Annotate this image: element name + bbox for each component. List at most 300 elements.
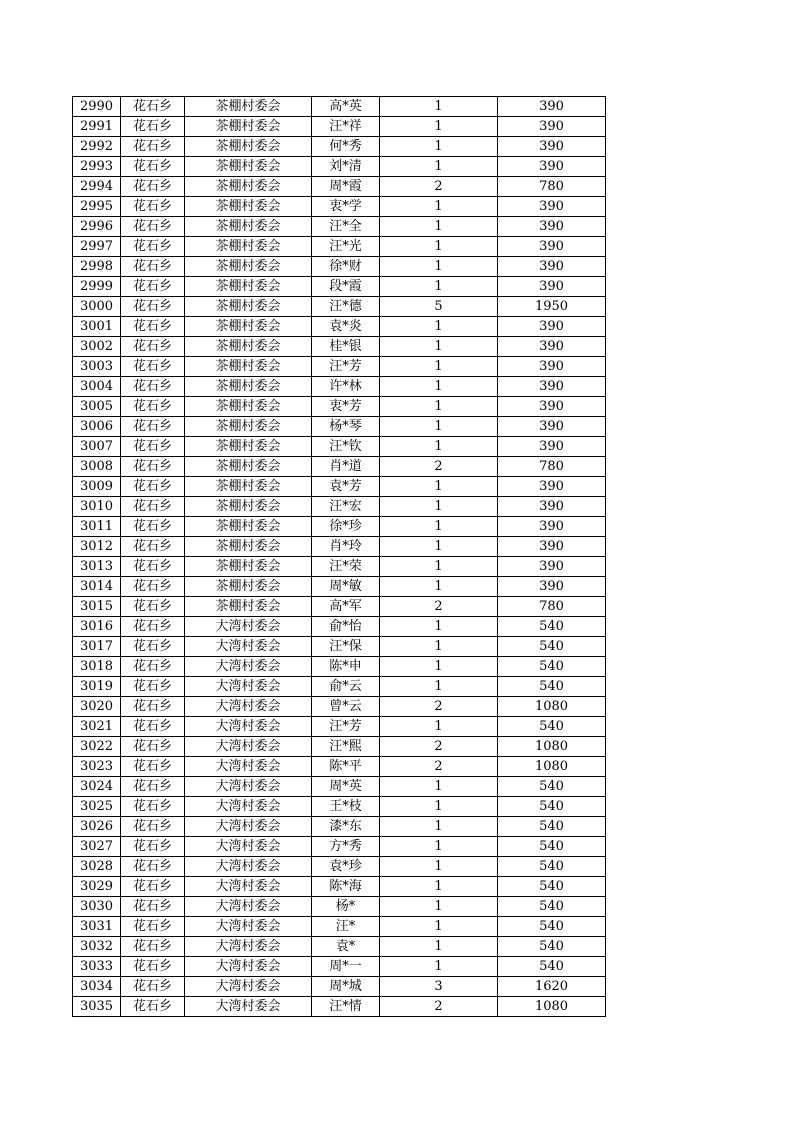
name-cell: 汪*德 <box>312 297 380 317</box>
count-cell: 1 <box>380 837 498 857</box>
row-number-cell: 3014 <box>73 577 121 597</box>
row-number-cell: 3006 <box>73 417 121 437</box>
amount-cell: 540 <box>498 797 606 817</box>
data-table <box>72 96 606 1017</box>
village-cell: 茶棚村委会 <box>185 457 312 477</box>
table-body <box>73 97 606 1017</box>
row-number-cell: 3026 <box>73 817 121 837</box>
table-row <box>73 697 606 717</box>
table-row <box>73 197 606 217</box>
amount-cell: 1950 <box>498 297 606 317</box>
count-cell: 1 <box>380 557 498 577</box>
row-number-cell: 2999 <box>73 277 121 297</box>
table-row <box>73 637 606 657</box>
row-number-cell: 2992 <box>73 137 121 157</box>
township-cell: 花石乡 <box>121 377 185 397</box>
count-cell: 1 <box>380 657 498 677</box>
village-cell: 茶棚村委会 <box>185 417 312 437</box>
village-cell: 茶棚村委会 <box>185 117 312 137</box>
township-cell: 花石乡 <box>121 597 185 617</box>
township-cell: 花石乡 <box>121 897 185 917</box>
village-cell: 茶棚村委会 <box>185 317 312 337</box>
table-row <box>73 997 606 1017</box>
amount-cell: 540 <box>498 837 606 857</box>
township-cell: 花石乡 <box>121 297 185 317</box>
township-cell: 花石乡 <box>121 417 185 437</box>
row-number-cell: 3033 <box>73 957 121 977</box>
name-cell: 汪*芳 <box>312 717 380 737</box>
township-cell: 花石乡 <box>121 877 185 897</box>
count-cell: 1 <box>380 157 498 177</box>
table-row <box>73 497 606 517</box>
row-number-cell: 3019 <box>73 677 121 697</box>
township-cell: 花石乡 <box>121 317 185 337</box>
village-cell: 大湾村委会 <box>185 857 312 877</box>
row-number-cell: 3004 <box>73 377 121 397</box>
amount-cell: 390 <box>498 217 606 237</box>
amount-cell: 390 <box>498 237 606 257</box>
row-number-cell: 3009 <box>73 477 121 497</box>
amount-cell: 540 <box>498 937 606 957</box>
table-row <box>73 857 606 877</box>
row-number-cell: 3016 <box>73 617 121 637</box>
township-cell: 花石乡 <box>121 617 185 637</box>
row-number-cell: 3013 <box>73 557 121 577</box>
amount-cell: 540 <box>498 897 606 917</box>
table-row <box>73 617 606 637</box>
row-number-cell: 3018 <box>73 657 121 677</box>
amount-cell: 1080 <box>498 757 606 777</box>
village-cell: 大湾村委会 <box>185 817 312 837</box>
name-cell: 桂*银 <box>312 337 380 357</box>
amount-cell: 780 <box>498 177 606 197</box>
amount-cell: 540 <box>498 777 606 797</box>
amount-cell: 390 <box>498 357 606 377</box>
village-cell: 茶棚村委会 <box>185 237 312 257</box>
amount-cell: 390 <box>498 437 606 457</box>
row-number-cell: 3007 <box>73 437 121 457</box>
count-cell: 2 <box>380 997 498 1017</box>
township-cell: 花石乡 <box>121 657 185 677</box>
amount-cell: 390 <box>498 277 606 297</box>
township-cell: 花石乡 <box>121 497 185 517</box>
count-cell: 1 <box>380 497 498 517</box>
count-cell: 1 <box>380 857 498 877</box>
village-cell: 茶棚村委会 <box>185 197 312 217</box>
table-row <box>73 717 606 737</box>
township-cell: 花石乡 <box>121 337 185 357</box>
township-cell: 花石乡 <box>121 437 185 457</box>
table-row <box>73 877 606 897</box>
amount-cell: 390 <box>498 157 606 177</box>
table-row <box>73 237 606 257</box>
count-cell: 1 <box>380 637 498 657</box>
name-cell: 王*枝 <box>312 797 380 817</box>
count-cell: 1 <box>380 717 498 737</box>
table-row <box>73 657 606 677</box>
row-number-cell: 3035 <box>73 997 121 1017</box>
table-row <box>73 817 606 837</box>
row-number-cell: 3031 <box>73 917 121 937</box>
township-cell: 花石乡 <box>121 457 185 477</box>
row-number-cell: 3005 <box>73 397 121 417</box>
amount-cell: 540 <box>498 637 606 657</box>
row-number-cell: 3030 <box>73 897 121 917</box>
table-row <box>73 297 606 317</box>
table-row <box>73 477 606 497</box>
village-cell: 大湾村委会 <box>185 877 312 897</box>
count-cell: 1 <box>380 137 498 157</box>
amount-cell: 540 <box>498 657 606 677</box>
count-cell: 2 <box>380 757 498 777</box>
village-cell: 大湾村委会 <box>185 617 312 637</box>
village-cell: 茶棚村委会 <box>185 437 312 457</box>
village-cell: 茶棚村委会 <box>185 297 312 317</box>
row-number-cell: 2995 <box>73 197 121 217</box>
row-number-cell: 2998 <box>73 257 121 277</box>
row-number-cell: 2997 <box>73 237 121 257</box>
name-cell: 袁*芳 <box>312 477 380 497</box>
name-cell: 刘*清 <box>312 157 380 177</box>
name-cell: 高*军 <box>312 597 380 617</box>
township-cell: 花石乡 <box>121 837 185 857</box>
table-row <box>73 917 606 937</box>
name-cell: 衷*芳 <box>312 397 380 417</box>
township-cell: 花石乡 <box>121 137 185 157</box>
count-cell: 1 <box>380 817 498 837</box>
village-cell: 茶棚村委会 <box>185 177 312 197</box>
township-cell: 花石乡 <box>121 817 185 837</box>
name-cell: 许*林 <box>312 377 380 397</box>
township-cell: 花石乡 <box>121 957 185 977</box>
table-row <box>73 517 606 537</box>
amount-cell: 780 <box>498 457 606 477</box>
name-cell: 周*一 <box>312 957 380 977</box>
table-row <box>73 557 606 577</box>
row-number-cell: 3012 <box>73 537 121 557</box>
name-cell: 周*霞 <box>312 177 380 197</box>
township-cell: 花石乡 <box>121 97 185 117</box>
village-cell: 大湾村委会 <box>185 797 312 817</box>
count-cell: 1 <box>380 937 498 957</box>
township-cell: 花石乡 <box>121 737 185 757</box>
count-cell: 1 <box>380 377 498 397</box>
name-cell: 曾*云 <box>312 697 380 717</box>
township-cell: 花石乡 <box>121 937 185 957</box>
table-row <box>73 217 606 237</box>
count-cell: 1 <box>380 317 498 337</box>
village-cell: 茶棚村委会 <box>185 157 312 177</box>
row-number-cell: 3008 <box>73 457 121 477</box>
row-number-cell: 3003 <box>73 357 121 377</box>
village-cell: 茶棚村委会 <box>185 277 312 297</box>
name-cell: 肖*玲 <box>312 537 380 557</box>
row-number-cell: 3002 <box>73 337 121 357</box>
township-cell: 花石乡 <box>121 717 185 737</box>
township-cell: 花石乡 <box>121 197 185 217</box>
table-row <box>73 897 606 917</box>
count-cell: 1 <box>380 397 498 417</box>
village-cell: 大湾村委会 <box>185 697 312 717</box>
name-cell: 汪*荣 <box>312 557 380 577</box>
count-cell: 1 <box>380 197 498 217</box>
table-row <box>73 337 606 357</box>
township-cell: 花石乡 <box>121 697 185 717</box>
amount-cell: 540 <box>498 857 606 877</box>
township-cell: 花石乡 <box>121 997 185 1017</box>
row-number-cell: 3032 <box>73 937 121 957</box>
name-cell: 汪*芳 <box>312 357 380 377</box>
amount-cell: 540 <box>498 677 606 697</box>
village-cell: 茶棚村委会 <box>185 137 312 157</box>
township-cell: 花石乡 <box>121 777 185 797</box>
table-row <box>73 777 606 797</box>
table-row <box>73 157 606 177</box>
village-cell: 大湾村委会 <box>185 657 312 677</box>
table-row <box>73 317 606 337</box>
village-cell: 茶棚村委会 <box>185 557 312 577</box>
amount-cell: 390 <box>498 557 606 577</box>
amount-cell: 1080 <box>498 997 606 1017</box>
count-cell: 1 <box>380 257 498 277</box>
amount-cell: 540 <box>498 957 606 977</box>
name-cell: 杨* <box>312 897 380 917</box>
amount-cell: 390 <box>498 337 606 357</box>
row-number-cell: 3021 <box>73 717 121 737</box>
amount-cell: 1080 <box>498 737 606 757</box>
table-row <box>73 977 606 997</box>
table-row <box>73 937 606 957</box>
village-cell: 大湾村委会 <box>185 777 312 797</box>
township-cell: 花石乡 <box>121 637 185 657</box>
amount-cell: 390 <box>498 377 606 397</box>
name-cell: 周*英 <box>312 777 380 797</box>
row-number-cell: 3034 <box>73 977 121 997</box>
village-cell: 大湾村委会 <box>185 977 312 997</box>
row-number-cell: 3015 <box>73 597 121 617</box>
amount-cell: 540 <box>498 877 606 897</box>
row-number-cell: 3022 <box>73 737 121 757</box>
table-row <box>73 277 606 297</box>
name-cell: 徐*珍 <box>312 517 380 537</box>
name-cell: 汪*宏 <box>312 497 380 517</box>
table-row <box>73 757 606 777</box>
row-number-cell: 3028 <box>73 857 121 877</box>
amount-cell: 540 <box>498 717 606 737</box>
amount-cell: 390 <box>498 317 606 337</box>
count-cell: 1 <box>380 97 498 117</box>
township-cell: 花石乡 <box>121 977 185 997</box>
village-cell: 茶棚村委会 <box>185 257 312 277</box>
village-cell: 茶棚村委会 <box>185 377 312 397</box>
amount-cell: 390 <box>498 417 606 437</box>
village-cell: 大湾村委会 <box>185 737 312 757</box>
count-cell: 1 <box>380 277 498 297</box>
name-cell: 汪*保 <box>312 637 380 657</box>
amount-cell: 780 <box>498 597 606 617</box>
table-row <box>73 117 606 137</box>
township-cell: 花石乡 <box>121 217 185 237</box>
village-cell: 茶棚村委会 <box>185 97 312 117</box>
row-number-cell: 2991 <box>73 117 121 137</box>
village-cell: 大湾村委会 <box>185 637 312 657</box>
row-number-cell: 3017 <box>73 637 121 657</box>
name-cell: 陈*平 <box>312 757 380 777</box>
township-cell: 花石乡 <box>121 117 185 137</box>
village-cell: 大湾村委会 <box>185 997 312 1017</box>
township-cell: 花石乡 <box>121 237 185 257</box>
table-row <box>73 177 606 197</box>
table-row <box>73 357 606 377</box>
count-cell: 1 <box>380 437 498 457</box>
row-number-cell: 3000 <box>73 297 121 317</box>
table-row <box>73 677 606 697</box>
count-cell: 1 <box>380 217 498 237</box>
count-cell: 2 <box>380 597 498 617</box>
name-cell: 汪*情 <box>312 997 380 1017</box>
amount-cell: 390 <box>498 197 606 217</box>
township-cell: 花石乡 <box>121 517 185 537</box>
count-cell: 1 <box>380 537 498 557</box>
row-number-cell: 3001 <box>73 317 121 337</box>
name-cell: 陈*海 <box>312 877 380 897</box>
amount-cell: 390 <box>498 257 606 277</box>
row-number-cell: 2994 <box>73 177 121 197</box>
row-number-cell: 2993 <box>73 157 121 177</box>
village-cell: 大湾村委会 <box>185 937 312 957</box>
row-number-cell: 3011 <box>73 517 121 537</box>
name-cell: 肖*道 <box>312 457 380 477</box>
amount-cell: 390 <box>498 97 606 117</box>
table-row <box>73 137 606 157</box>
count-cell: 1 <box>380 117 498 137</box>
village-cell: 茶棚村委会 <box>185 497 312 517</box>
township-cell: 花石乡 <box>121 797 185 817</box>
township-cell: 花石乡 <box>121 857 185 877</box>
amount-cell: 390 <box>498 137 606 157</box>
row-number-cell: 3025 <box>73 797 121 817</box>
count-cell: 2 <box>380 177 498 197</box>
count-cell: 1 <box>380 477 498 497</box>
count-cell: 1 <box>380 777 498 797</box>
village-cell: 大湾村委会 <box>185 917 312 937</box>
village-cell: 大湾村委会 <box>185 897 312 917</box>
count-cell: 2 <box>380 457 498 477</box>
table-row <box>73 397 606 417</box>
township-cell: 花石乡 <box>121 917 185 937</box>
amount-cell: 390 <box>498 477 606 497</box>
table-row <box>73 257 606 277</box>
row-number-cell: 3020 <box>73 697 121 717</box>
village-cell: 茶棚村委会 <box>185 517 312 537</box>
count-cell: 1 <box>380 957 498 977</box>
table-row <box>73 597 606 617</box>
name-cell: 段*霞 <box>312 277 380 297</box>
name-cell: 汪* <box>312 917 380 937</box>
name-cell: 袁* <box>312 937 380 957</box>
village-cell: 茶棚村委会 <box>185 357 312 377</box>
count-cell: 1 <box>380 617 498 637</box>
village-cell: 茶棚村委会 <box>185 577 312 597</box>
township-cell: 花石乡 <box>121 477 185 497</box>
row-number-cell: 3023 <box>73 757 121 777</box>
township-cell: 花石乡 <box>121 157 185 177</box>
township-cell: 花石乡 <box>121 177 185 197</box>
table-row <box>73 797 606 817</box>
amount-cell: 390 <box>498 397 606 417</box>
name-cell: 汪*钦 <box>312 437 380 457</box>
amount-cell: 390 <box>498 117 606 137</box>
count-cell: 2 <box>380 737 498 757</box>
village-cell: 大湾村委会 <box>185 957 312 977</box>
village-cell: 大湾村委会 <box>185 837 312 857</box>
village-cell: 茶棚村委会 <box>185 217 312 237</box>
village-cell: 茶棚村委会 <box>185 597 312 617</box>
township-cell: 花石乡 <box>121 557 185 577</box>
village-cell: 茶棚村委会 <box>185 477 312 497</box>
table-row <box>73 737 606 757</box>
amount-cell: 540 <box>498 917 606 937</box>
table-row <box>73 417 606 437</box>
name-cell: 周*敏 <box>312 577 380 597</box>
township-cell: 花石乡 <box>121 277 185 297</box>
name-cell: 何*秀 <box>312 137 380 157</box>
count-cell: 1 <box>380 357 498 377</box>
count-cell: 1 <box>380 337 498 357</box>
count-cell: 5 <box>380 297 498 317</box>
name-cell: 汪*光 <box>312 237 380 257</box>
row-number-cell: 3024 <box>73 777 121 797</box>
count-cell: 1 <box>380 517 498 537</box>
name-cell: 漆*东 <box>312 817 380 837</box>
amount-cell: 540 <box>498 817 606 837</box>
amount-cell: 390 <box>498 537 606 557</box>
table-row <box>73 437 606 457</box>
table-row <box>73 957 606 977</box>
count-cell: 1 <box>380 577 498 597</box>
village-cell: 茶棚村委会 <box>185 337 312 357</box>
name-cell: 汪*全 <box>312 217 380 237</box>
village-cell: 大湾村委会 <box>185 677 312 697</box>
township-cell: 花石乡 <box>121 397 185 417</box>
name-cell: 袁*炎 <box>312 317 380 337</box>
count-cell: 2 <box>380 697 498 717</box>
row-number-cell: 2996 <box>73 217 121 237</box>
amount-cell: 390 <box>498 517 606 537</box>
count-cell: 1 <box>380 897 498 917</box>
name-cell: 汪*祥 <box>312 117 380 137</box>
name-cell: 汪*熙 <box>312 737 380 757</box>
township-cell: 花石乡 <box>121 537 185 557</box>
name-cell: 袁*珍 <box>312 857 380 877</box>
name-cell: 杨*琴 <box>312 417 380 437</box>
name-cell: 高*英 <box>312 97 380 117</box>
row-number-cell: 3010 <box>73 497 121 517</box>
amount-cell: 390 <box>498 497 606 517</box>
name-cell: 方*秀 <box>312 837 380 857</box>
name-cell: 徐*财 <box>312 257 380 277</box>
table-row <box>73 377 606 397</box>
township-cell: 花石乡 <box>121 757 185 777</box>
township-cell: 花石乡 <box>121 677 185 697</box>
row-number-cell: 2990 <box>73 97 121 117</box>
village-cell: 茶棚村委会 <box>185 397 312 417</box>
name-cell: 俞*云 <box>312 677 380 697</box>
name-cell: 衷*学 <box>312 197 380 217</box>
amount-cell: 1620 <box>498 977 606 997</box>
name-cell: 俞*怡 <box>312 617 380 637</box>
township-cell: 花石乡 <box>121 257 185 277</box>
